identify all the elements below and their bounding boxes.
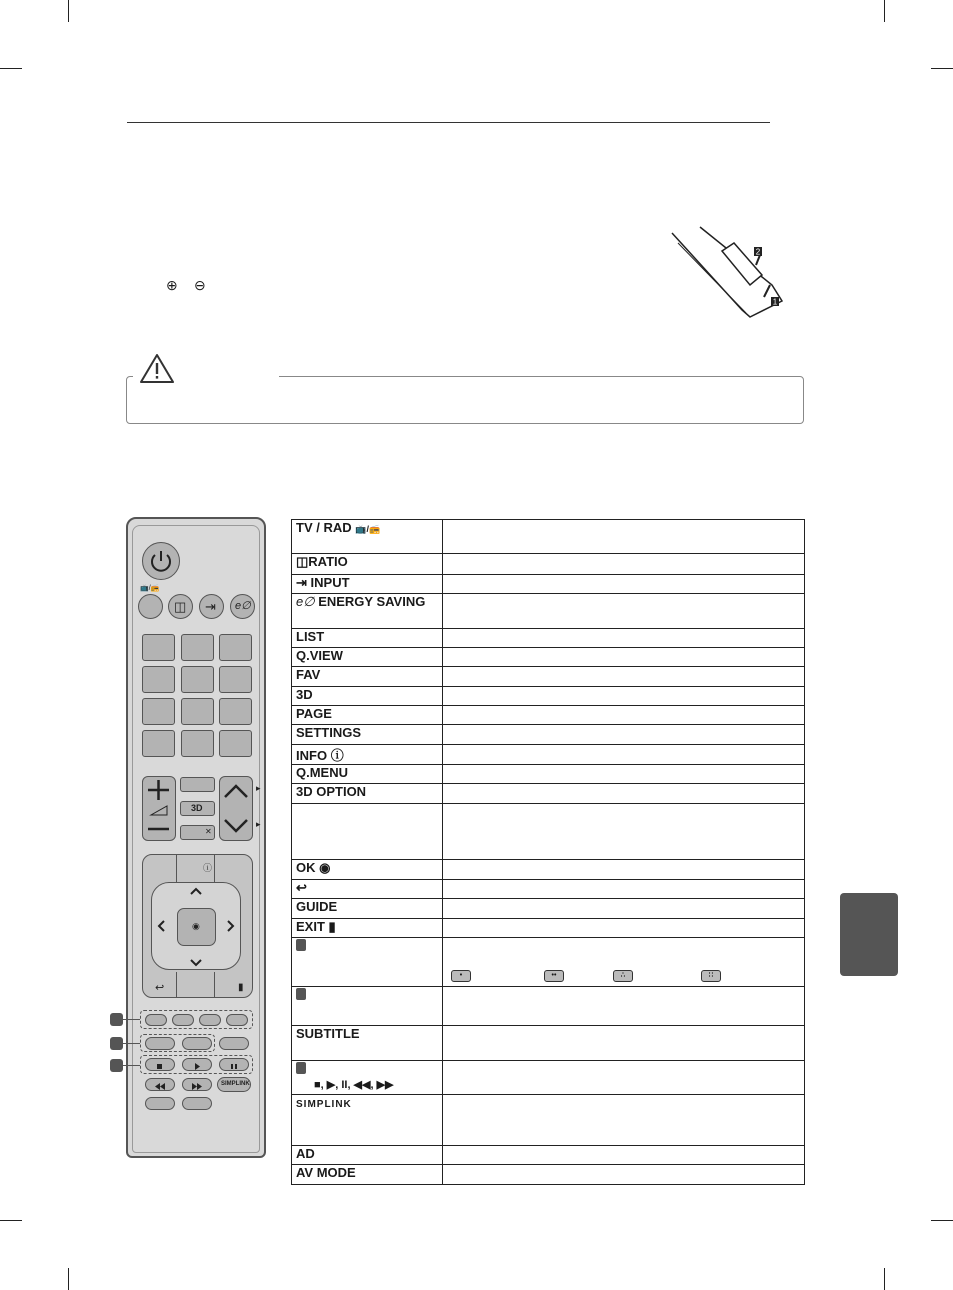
input-button[interactable] (199, 594, 224, 619)
key-name: SUBTITLE (296, 1026, 360, 1041)
table-cell-desc (443, 706, 805, 725)
3d-label: 3D (191, 803, 203, 813)
table-cell-desc (443, 648, 805, 667)
input-icon: ⇥ (296, 575, 307, 590)
number-key-2[interactable] (181, 634, 214, 661)
crop-mark (68, 1268, 69, 1290)
q-view-key[interactable] (219, 730, 252, 757)
yellow-key-icon: ∴ (613, 970, 633, 982)
exit-icon[interactable]: ▮ (238, 982, 244, 993)
minus-symbol: ⊖ (194, 277, 206, 293)
number-key-0[interactable] (181, 730, 214, 757)
number-key-4[interactable] (142, 666, 175, 693)
table-cell-key (292, 594, 443, 629)
header-rule (127, 122, 770, 123)
key-name: 3D (296, 687, 313, 702)
number-key-9[interactable] (219, 698, 252, 725)
table-cell-desc (443, 745, 805, 765)
callout-line (123, 1043, 140, 1044)
table-cell-desc (443, 667, 805, 687)
callout-line (123, 1019, 140, 1020)
3d-key[interactable] (180, 801, 215, 816)
key-name: ENERGY SAVING (318, 594, 426, 609)
key-name: 3D OPTION (296, 784, 367, 799)
key-name: RATIO (308, 554, 348, 569)
callout-marker-3 (296, 1062, 306, 1074)
nav-divider (214, 972, 215, 998)
table-cell-key (292, 706, 443, 725)
plus-symbol: ⊕ (166, 277, 178, 293)
callout-3 (110, 1059, 123, 1072)
table-cell-desc (443, 919, 805, 938)
stop-icon (146, 1061, 174, 1072)
table-cell-desc (443, 860, 805, 880)
key-name: EXIT (296, 919, 325, 934)
number-key-6[interactable] (219, 666, 252, 693)
fav-key[interactable] (180, 777, 215, 792)
table-cell-desc (443, 575, 805, 594)
info-icon: ⓘ (330, 748, 344, 763)
number-key-1[interactable] (142, 634, 175, 661)
red-key[interactable] (145, 1014, 167, 1026)
key-name: OK (296, 860, 316, 875)
blue-key-icon: ∷ (701, 970, 721, 982)
arrow-up-icon[interactable] (189, 886, 203, 896)
table-cell-key (292, 1061, 443, 1095)
back-icon: ↩ (296, 880, 307, 895)
arrow-right-icon[interactable] (226, 919, 236, 933)
mute-key[interactable] (180, 825, 215, 840)
number-key-7[interactable] (142, 698, 175, 725)
table-cell-desc (443, 554, 805, 575)
key-name: Q.MENU (296, 765, 348, 780)
simplink-key[interactable] (217, 1077, 251, 1092)
key-name: ■, ▶, II, ◀◀, ▶▶ (314, 1079, 394, 1091)
subtitle-key[interactable] (219, 1037, 249, 1050)
page-updown-icon (220, 777, 252, 840)
ratio-icon: ◫ (174, 599, 187, 614)
table-cell-key (292, 687, 443, 706)
table-cell-key (292, 629, 443, 648)
key-name: LIST (296, 629, 325, 644)
table-cell-key (292, 784, 443, 804)
table-cell-key (292, 1095, 443, 1146)
pause-icon (220, 1061, 248, 1072)
simplink-logo: SIMPLINK (296, 1099, 352, 1110)
crop-mark (884, 1268, 885, 1290)
table-cell-key (292, 765, 443, 784)
warning-icon (139, 353, 175, 384)
tv-rad-button[interactable] (138, 594, 163, 619)
key-name: Q.VIEW (296, 648, 343, 663)
table-cell-key (292, 880, 443, 899)
callout-2 (110, 1037, 123, 1050)
table-cell-desc (443, 687, 805, 706)
arrow-down-icon[interactable] (189, 958, 203, 968)
key-name: AD (296, 1146, 315, 1161)
table-cell-desc (443, 520, 805, 554)
input-icon: ⇥ (205, 599, 216, 614)
crop-mark (931, 68, 953, 69)
table-cell-desc (443, 765, 805, 784)
energy-saving-icon: e∅ (235, 600, 251, 612)
page-mark: ▸ (256, 783, 261, 793)
table-cell-key (292, 725, 443, 745)
ok-button[interactable] (177, 908, 216, 946)
list-key[interactable] (142, 730, 175, 757)
rewind-key[interactable] (145, 1078, 175, 1091)
stop-key[interactable] (145, 1058, 175, 1071)
table-cell-key (292, 860, 443, 880)
table-cell-key (292, 919, 443, 938)
nav-divider (176, 854, 177, 882)
energy-saving-button[interactable] (230, 594, 255, 619)
key-name: FAV (296, 667, 321, 682)
table-cell-key (292, 1146, 443, 1165)
rewind-icon (146, 1081, 174, 1092)
table-cell-key (292, 648, 443, 667)
pause-key[interactable] (219, 1058, 249, 1071)
key-name: PAGE (296, 706, 332, 721)
battery-cover-illustration (670, 225, 790, 320)
table-cell-desc (443, 1146, 805, 1165)
av-mode-key[interactable] (182, 1097, 212, 1110)
key-name: INFO (296, 748, 328, 763)
callout-1 (110, 1013, 123, 1026)
info-icon[interactable]: ⓘ (203, 863, 213, 873)
green-key[interactable] (172, 1014, 194, 1026)
table-cell-desc (443, 938, 805, 987)
text-key[interactable] (145, 1037, 175, 1050)
yellow-key[interactable] (199, 1014, 221, 1026)
page-mark: ▸ (256, 819, 261, 829)
key-name: TV / RAD (296, 520, 352, 535)
battery-step-1: 1 (772, 297, 778, 307)
caution-title-rule (279, 376, 280, 377)
table-cell-key (292, 667, 443, 687)
table-cell-key (292, 1165, 443, 1185)
arrow-left-icon[interactable] (156, 919, 166, 933)
table-cell-key (292, 804, 443, 860)
back-icon[interactable]: ↩ (155, 982, 165, 994)
ok-icon: ◉ (192, 921, 200, 931)
table-cell-desc (443, 1026, 805, 1061)
key-name: INPUT (310, 575, 350, 590)
key-name: AV MODE (296, 1165, 356, 1180)
number-key-3[interactable] (219, 634, 252, 661)
ad-key[interactable] (145, 1097, 175, 1110)
tv-rad-label: 📺/📻 (140, 585, 160, 592)
table-cell-desc (443, 1061, 805, 1095)
energy-saving-icon: e∅ (296, 594, 315, 609)
volume-icon (143, 777, 175, 840)
table-cell-key (292, 520, 443, 554)
table-cell-desc (443, 629, 805, 648)
program-rocker[interactable] (219, 776, 253, 841)
power-button[interactable] (142, 542, 180, 580)
table-cell-desc (443, 594, 805, 629)
crop-mark (68, 0, 69, 22)
crop-mark (0, 68, 22, 69)
section-tab (840, 893, 898, 976)
ratio-button[interactable] (168, 594, 193, 619)
table-cell-key (292, 938, 443, 987)
crop-mark (884, 0, 885, 22)
nav-divider (176, 972, 177, 998)
callout-line (123, 1065, 140, 1066)
crop-mark (0, 1220, 22, 1221)
red-key-icon: • (451, 970, 471, 982)
play-key[interactable] (182, 1058, 212, 1071)
table-cell-key (292, 554, 443, 575)
table-cell-desc (443, 880, 805, 899)
green-key-icon: •• (544, 970, 564, 982)
key-name: SETTINGS (296, 725, 362, 740)
tv-rad-icon: 📺/📻 (355, 524, 381, 534)
table-cell-key (292, 987, 443, 1026)
table-cell-key (292, 1026, 443, 1061)
blue-key[interactable] (226, 1014, 248, 1026)
table-cell-key (292, 575, 443, 594)
mute-icon: ✕ (205, 827, 212, 836)
table-cell-desc (443, 725, 805, 745)
play-icon (183, 1061, 211, 1072)
nav-divider (214, 854, 215, 882)
power-icon (143, 543, 179, 579)
simplink-label: SIMPLINK (221, 1081, 250, 1087)
ok-icon: ◉ (319, 860, 331, 875)
number-key-8[interactable] (181, 698, 214, 725)
ratio-icon: ◫ (296, 554, 309, 569)
table-cell-desc (443, 1095, 805, 1146)
remote-key-table (291, 519, 805, 1185)
key-name: GUIDE (296, 899, 338, 914)
table-cell-desc (443, 784, 805, 804)
exit-icon: ▮ (328, 919, 336, 934)
callout-marker-1 (296, 939, 306, 951)
table-cell-desc (443, 804, 805, 860)
crop-mark (931, 1220, 953, 1221)
table-cell-key (292, 745, 443, 765)
t-opt-key[interactable] (182, 1037, 212, 1050)
volume-rocker[interactable] (142, 776, 176, 841)
table-cell-desc (443, 1165, 805, 1185)
number-key-5[interactable] (181, 666, 214, 693)
battery-step-2: 2 (755, 247, 761, 257)
caution-box (126, 376, 804, 424)
table-cell-desc (443, 987, 805, 1026)
table-cell-key (292, 899, 443, 919)
table-cell-desc (443, 899, 805, 919)
fast-forward-icon (183, 1081, 211, 1092)
fast-forward-key[interactable] (182, 1078, 212, 1091)
callout-marker-2 (296, 988, 306, 1000)
